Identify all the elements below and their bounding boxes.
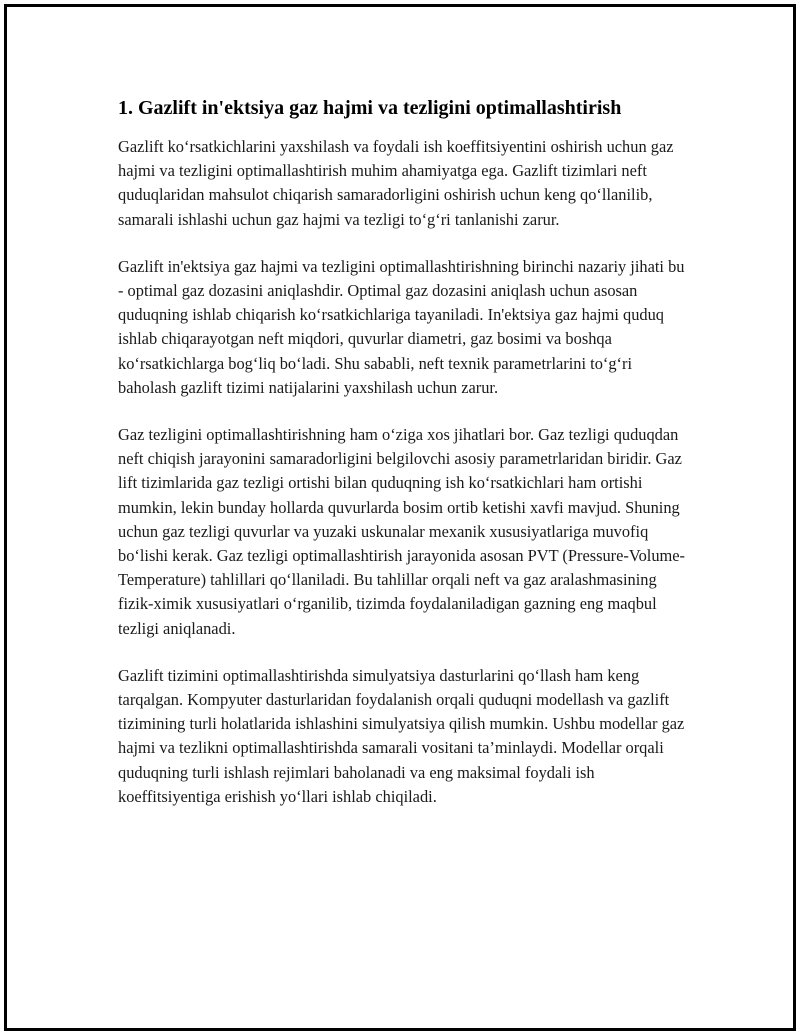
section-heading: 1. Gazlift in'ektsiya gaz hajmi va tezligini optimallashtirish: [118, 97, 622, 119]
paragraph-4: Gazlift tizimini optimallashtirishda simulyatsiya dasturlarini qo‘llash ham keng tarqalgan. Kompyuter dasturlaridan foydalanish orqali quduqni modellash va gazlift tizimining turli holatlarida ishlashini simulyatsiya qilish mumkin. Ushbu modellar gaz hajmi va tezlikni optimallashtirishda samarali vositani ta’minlaydi. Modellar orqali quduqning turli ishlash rejimlari baholanadi va eng maksimal foydali ish koeffitsiyentiga erishish yo‘llari ishlab chiqiladi.: [118, 665, 685, 806]
document-body: [118, 95, 693, 832]
paragraph-3: Gaz tezligini optimallashtirishning ham o‘ziga xos jihatlari bor. Gaz tezligi quduqdan neft chiqish jarayonini samaradorligini belgilovchi asosiy parametrlaridan biridir. Gaz lift tizimlarida gaz tezligi ortishi bilan quduqning ish ko‘rsatkichlari ham ortishi mumkin, lekin bunday hollarda quvurlarda bosim ortib ketishi xavfi mavjud. Shuning uchun gaz tezligi quvurlar va yuzaki uskunalar mexanik xususiyatlariga muvofiq bo‘lishi kerak. Gaz tezligi optimallashtirish jarayonida asosan PVT (Pressure-Volume-Temperature) tahlillari qo‘llaniladi. Bu tahlillar orqali neft va gaz aralashmasining fizik-ximik xususiyatlari o‘rganilib, tizimda foydalaniladigan gazning eng maqbul tezligi aniqlanadi.: [118, 425, 686, 638]
paragraph-2: Gazlift in'ektsiya gaz hajmi va tezligini optimallashtirishning birinchi nazariy jihati bu - optimal gaz dozasini aniqlashdir. Optimal gaz dozasini aniqlash uchun asosan quduqning ishlab chiqarish ko‘rsatkichlariga tayaniladi. In'ektsiya gaz hajmi quduq ishlab chiqarayotgan neft miqdori, quvurlar diametri, gaz bosimi va boshqa ko‘rsatkichlarga bog‘liq bo‘ladi. Shu sababli, neft texnik parametrlarini to‘g‘ri baholash gazlift tizimi natijalarini yaxshilash uchun zarur.: [118, 256, 685, 397]
paragraph-1: Gazlift ko‘rsatkichlarini yaxshilash va foydali ish koeffitsiyentini oshirish uchun gaz hajmi va tezligini optimallashtirish muhim ahamiyatga ega. Gazlift tizimlari neft quduqlaridan mahsulot chiqarish samaradorligini oshirish uchun keng qo‘llanilib, samarali ishlashi uchun gaz hajmi va tezligi to‘g‘ri tanlanishi zarur.: [118, 137, 674, 229]
